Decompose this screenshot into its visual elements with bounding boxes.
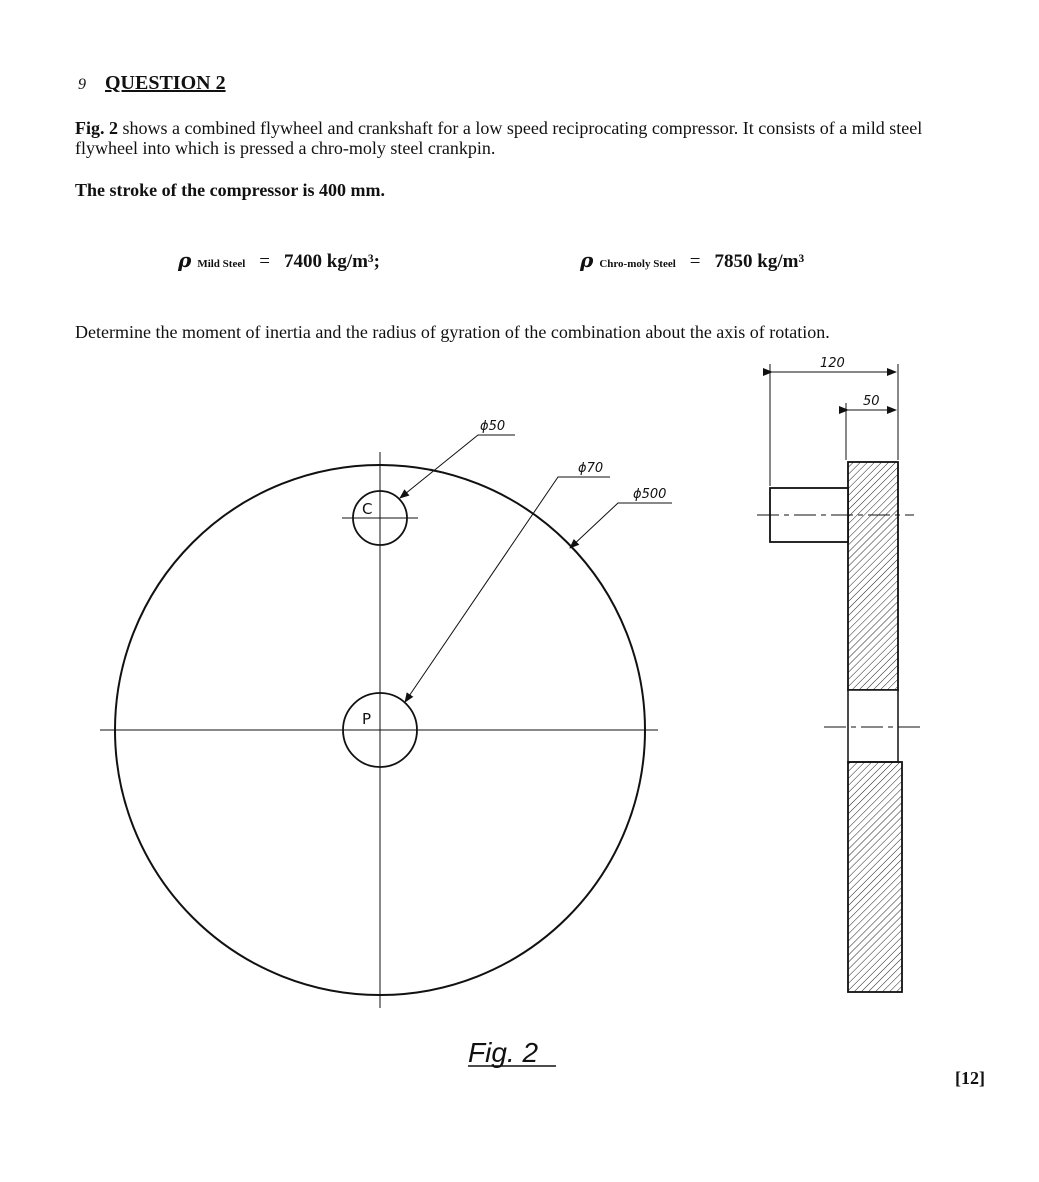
leader-hole-dia <box>405 477 610 702</box>
density-material: Chro-moly Steel <box>599 258 676 270</box>
fig-reference: Fig. 2 <box>75 118 118 138</box>
dim-flywheel-dia: ϕ500 <box>633 487 667 502</box>
label-p: P <box>362 710 372 728</box>
wheel-section-top <box>848 462 898 690</box>
density-value: 7400 kg/m³; <box>284 251 380 272</box>
side-view <box>757 364 920 992</box>
dim-crankpin-dia: ϕ50 <box>480 419 506 434</box>
equals-sign: = <box>689 251 701 272</box>
stroke-statement: The stroke of the compressor is 400 mm. <box>75 180 385 200</box>
wheel-section-bottom <box>848 762 902 992</box>
dim-wheel-thickness: 50 <box>863 394 880 409</box>
equals-sign: = <box>259 251 270 272</box>
figure-caption: Fig. 2 <box>468 1037 539 1068</box>
rho-symbol: ρ <box>580 248 594 272</box>
leader-crankpin-dia <box>400 435 515 498</box>
task-statement: Determine the moment of inertia and the radius of gyration of the combination about the axis of rotation. <box>75 322 830 342</box>
rho-symbol: ρ <box>178 248 192 272</box>
dim-hole-dia: ϕ70 <box>578 461 604 476</box>
density-value: 7850 kg/m³ <box>714 251 805 272</box>
question-title: QUESTION 2 <box>105 72 226 94</box>
intro-text: shows a combined flywheel and crankshaft for a low speed reciprocating compressor. It consists of a mild steel flywheel into which is pressed a chro-moly steel crankpin. <box>75 118 923 158</box>
wheel-bore-gap <box>848 690 898 762</box>
margin-mark: 9 <box>78 76 86 93</box>
density-material: Mild Steel <box>197 258 246 270</box>
dim-pin-length: 120 <box>820 356 845 371</box>
question-marks: [12] <box>955 1068 985 1088</box>
front-view <box>100 435 672 1008</box>
leader-flywheel-dia <box>570 503 672 548</box>
label-c: C <box>362 500 373 518</box>
